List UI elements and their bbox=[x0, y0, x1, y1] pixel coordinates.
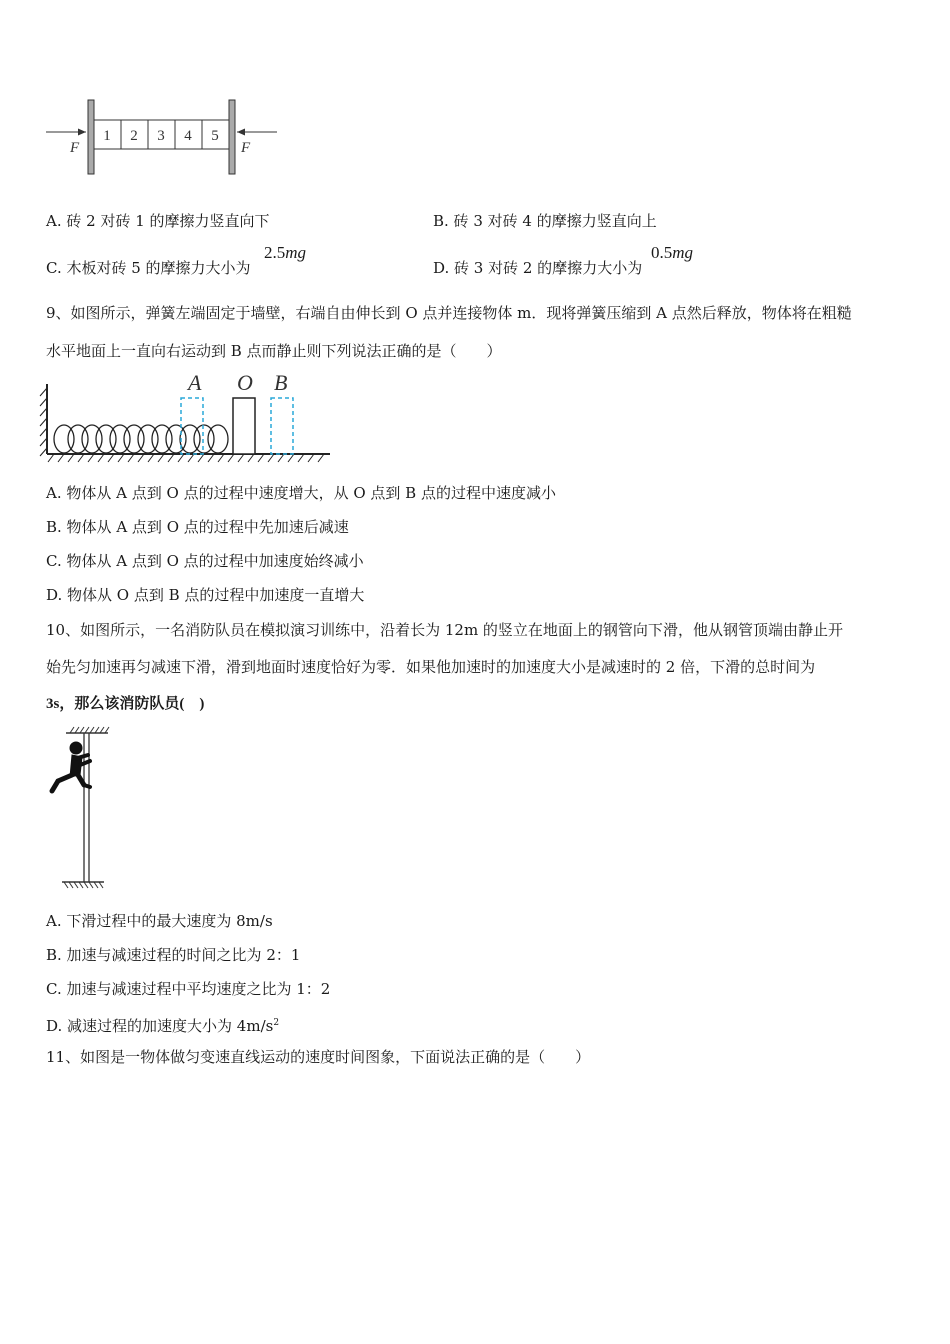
q8-option-d-text: D. 砖 3 对砖 2 的摩擦力大小为 bbox=[433, 259, 643, 277]
q9-stem-line-1: 9、如图所示，弹簧左端固定于墙壁，右端自由伸长到 O 点并连接物体 m．现将弹簧压缩到 A 点然后释放，物体将在粗糙 bbox=[46, 304, 852, 322]
q9-option-b: B. 物体从 A 点到 O 点的过程中先加速后减速 bbox=[46, 518, 349, 536]
q8-option-d-formula: 0.5mg bbox=[651, 243, 694, 262]
right-board bbox=[229, 100, 235, 174]
brick-1-label: 1 bbox=[103, 128, 111, 144]
force-label-right: F bbox=[241, 140, 251, 156]
block-position-b bbox=[271, 398, 293, 454]
force-label-left: F bbox=[70, 140, 80, 156]
q8-option-b: B. 砖 3 对砖 4 的摩擦力竖直向上 bbox=[433, 212, 657, 230]
brick-5-label: 5 bbox=[211, 128, 219, 144]
q10-stem-line-2: 始先匀加速再匀减速下滑，滑到地面时速度恰好为零．如果他加速时的加速度大小是减速时的 2 倍，下滑的总时间为 bbox=[46, 658, 816, 676]
spring-block-figure bbox=[40, 368, 340, 468]
brick-3-label: 3 bbox=[157, 128, 165, 144]
q9-option-c: C. 物体从 A 点到 O 点的过程中加速度始终减小 bbox=[46, 552, 364, 570]
q11-stem: 11、如图是一物体做匀变速直线运动的速度时间图象，下面说法正确的是（ ） bbox=[46, 1048, 591, 1066]
q9-option-a: A. 物体从 A 点到 O 点的过程中速度增大，从 O 点到 B 点的过程中速度减小 bbox=[46, 484, 556, 502]
left-board bbox=[88, 100, 94, 174]
block-m bbox=[233, 398, 255, 454]
q9-stem-line-2: 水平地面上一直向右运动到 B 点而静止则下列说法正确的是（ ） bbox=[46, 342, 502, 360]
brick-2-label: 2 bbox=[130, 128, 138, 144]
q10-stem-line-1: 10、如图所示，一名消防队员在模拟演习训练中，沿着长为 12m 的竖立在地面上的钢管向下滑，他从钢管顶端由静止开 bbox=[46, 621, 843, 639]
q10-option-a: A. 下滑过程中的最大速度为 8m/s bbox=[46, 912, 273, 930]
q8-option-c-text: C. 木板对砖 5 的摩擦力大小为 bbox=[46, 259, 251, 277]
q10-stem-line-3: 3s，那么该消防队员( ) bbox=[46, 696, 205, 712]
spring-coil bbox=[54, 425, 228, 453]
brick-clamp-figure bbox=[40, 96, 290, 178]
q8-option-c bbox=[46, 258, 251, 278]
q10-option-d-superscript: 2 bbox=[273, 1018, 280, 1028]
q8-option-c-formula: 2.5mg bbox=[264, 243, 307, 262]
q9-option-d: D. 物体从 O 点到 B 点的过程中加速度一直增大 bbox=[46, 586, 365, 604]
q8-option-d bbox=[433, 258, 642, 278]
q10-option-d bbox=[46, 1013, 279, 1036]
point-label-a: A bbox=[188, 370, 202, 395]
q10-option-b: B. 加速与减速过程的时间之比为 2：1 bbox=[46, 946, 301, 964]
point-label-o: O bbox=[237, 370, 253, 395]
q10-option-d-text: D. 减速过程的加速度大小为 4m/s bbox=[46, 1017, 274, 1035]
q10-option-c: C. 加速与减速过程中平均速度之比为 1：2 bbox=[46, 980, 331, 998]
point-label-b: B bbox=[274, 370, 288, 395]
q8-option-a: A. 砖 2 对砖 1 的摩擦力竖直向下 bbox=[46, 212, 270, 230]
firefighter-pole-figure bbox=[44, 727, 114, 889]
brick-4-label: 4 bbox=[184, 128, 192, 144]
